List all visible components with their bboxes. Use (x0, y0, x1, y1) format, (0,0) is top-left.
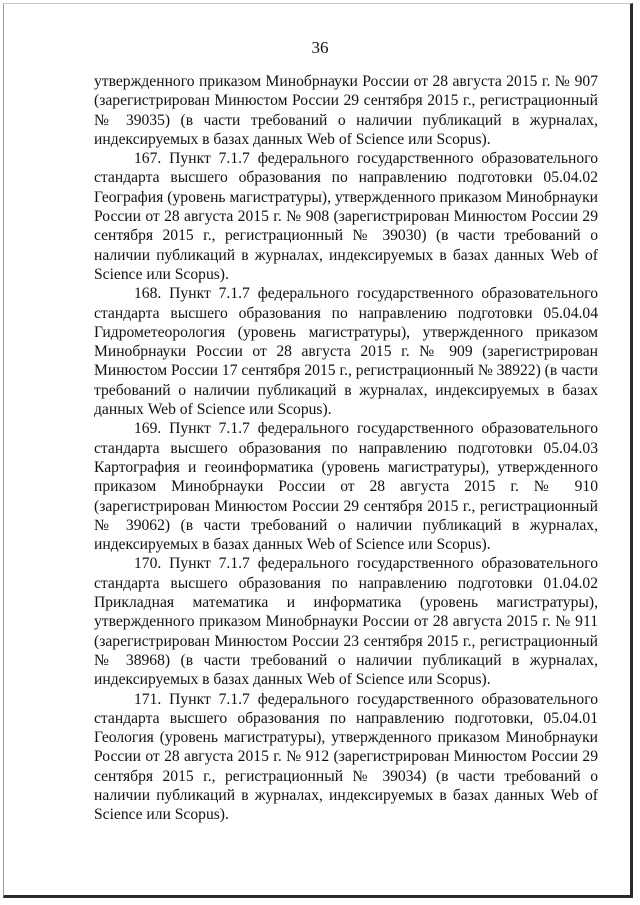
paragraph-171: 171. Пункт 7.1.7 федерального государственного образовательного стандарта высшего образования по направлению подготовки, 05.04.01 Геология (уровень магистратуры), утвержденного приказом Минобрнауки России от 28 августа 2015 г. № 912 (зарегистрирован Минюстом России 29 сентября 2015 г., регистрационный № 39034) (в части требований о наличии публикаций в журналах, индексируемых в базах данных Web of Science или Scopus). (94, 690, 598, 824)
paragraph-continuation: утвержденного приказом Минобрнауки России от 28 августа 2015 г. № 907 (зарегистрирован Минюстом России 29 сентября 2015 г., регистрационный № 39035) (в части требований о наличии публикаций в журналах, индексируемых в базах данных Web of Science или Scopus). (94, 73, 598, 148)
paragraph-170: 170. Пункт 7.1.7 федерального государственного образовательного стандарта высшего образования по направлению подготовки 01.04.02 Прикладная математика и информатика (уровень магистратуры), утвержденного приказом Минобрнауки России от 28 августа 2015 г. № 911 (зарегистрирован Минюстом России 23 сентября 2015 г., регистрационный № 38968) (в части требований о наличии публикаций в журналах, индексируемых в базах данных Web of Science или Scopus). (94, 555, 598, 689)
paragraph-167: 167. Пункт 7.1.7 федерального государственного образовательного стандарта высшего образования по направлению подготовки 05.04.02 География (уровень магистратуры), утвержденного приказом Минобрнауки России от 28 августа 2015 г. № 908 (зарегистрирован Минюстом России 29 сентября 2015 г., регистрационный № 39030) (в части требований о наличии публикаций в журналах, индексируемых в базах данных Web of Science или Scopus). (94, 150, 598, 283)
paragraph-168: 168. Пункт 7.1.7 федерального государственного образовательного стандарта высшего образования по направлению подготовки 05.04.04 Гидрометеорология (уровень магистратуры), утвержденного приказом Минобрнауки России от 28 августа 2015 г. № 909 (зарегистрирован Минюстом России 17 сентября 2015 г., регистрационный № 38922) (в части требований о наличии публикаций в журналах, индексируемых в базах данных Web of Science или Scopus). (94, 285, 598, 419)
paragraph-169: 169. Пункт 7.1.7 федерального государственного образовательного стандарта высшего образования по направлению подготовки 05.04.03 Картография и геоинформатика (уровень магистратуры), утвержденного приказом Минобрнауки России от 28 августа 2015 г. № 910 (зарегистрирован Минюстом России 29 сентября 2015 г., регистрационный № 39062) (в части требований о наличии публикаций в журналах, индексируемых в базах данных Web of Science или Scopus). (94, 420, 598, 554)
document-body (94, 72, 598, 825)
page-number: 36 (311, 38, 329, 57)
